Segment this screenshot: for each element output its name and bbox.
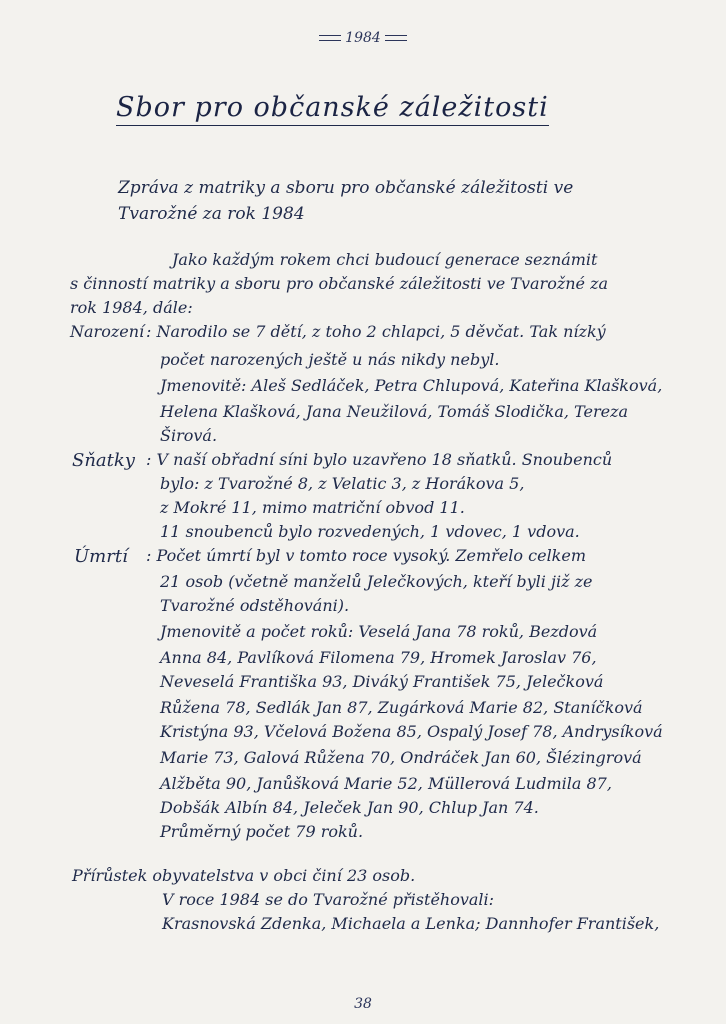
births-label: Narození [70,322,145,341]
deaths-line-1: : Počet úmrtí byl v tomto roce vysoký. Zemřelo celkem [146,546,587,565]
marriages-label: Sňatky [72,450,135,471]
deaths-line-10: Alžběta 90, Janůšková Marie 52, Müllerová Ludmila 87, [160,774,612,793]
births-line-4: Helena Klašková, Jana Neužilová, Tomáš Slodička, Tereza [160,402,629,421]
deaths-line-7: Růžena 78, Sedlák Jan 87, Zugárková Marie 82, Staníčková [160,698,643,717]
report-title-line-2: Tvarožné za rok 1984 [118,204,305,224]
increase-line-2: V roce 1984 se do Tvarožné přistěhovali: [162,890,495,909]
births-line-5: Širová. [160,426,218,445]
intro-line-1: Jako každým rokem chci budoucí generace seznámit [172,250,598,269]
increase-line-3: Krasnovská Zdenka, Michaela a Lenka; Dannhofer František, [162,914,660,933]
deaths-line-6: Neveselá Františka 93, Diváký František 75, Jelečková [160,672,604,691]
increase-line-1: Přírůstek obyvatelstva v obci činí 23 osob. [72,866,416,885]
deaths-line-5: Anna 84, Pavlíková Filomena 79, Hromek Jaroslav 76, [160,648,597,667]
page-title: Sbor pro občanské záležitosti [116,92,549,126]
deaths-line-12: Průměrný počet 79 roků. [160,822,364,841]
births-line-3: Jmenovitě: Aleš Sedláček, Petra Chlupová, Kateřina Klašková, [160,376,663,395]
page-header [0,30,726,46]
deaths-label: Úmrtí [74,546,128,567]
intro-line-3: rok 1984, dále: [70,298,193,317]
deaths-line-3: Tvarožné odstěhováni). [160,596,350,615]
marriages-line-1: : V naší obřadní síni bylo uzavřeno 18 sňatků. Snoubenců [146,450,613,469]
marriages-line-3: z Mokré 11, mimo matriční obvod 11. [160,498,465,517]
marriages-line-2: bylo: z Tvarožné 8, z Velatic 3, z Horákova 5, [160,474,525,493]
marriages-line-4: 11 snoubenců bylo rozvedených, 1 vdovec, 1 vdova. [160,522,580,541]
header-rule-left [319,35,341,41]
page-number: 38 [354,996,372,1012]
report-title-line-1: Zpráva z matriky a sboru pro občanské záležitosti ve [118,178,574,198]
deaths-line-2: 21 osob (včetně manželů Jelečkových, kteří byli již ze [160,572,593,591]
header-rule-right [385,35,407,41]
deaths-line-8: Kristýna 93, Včelová Božena 85, Ospalý Josef 78, Andrysíková [160,722,663,741]
births-line-1: : Narodilo se 7 dětí, z toho 2 chlapci, 5 děvčat. Tak nízký [146,322,606,341]
births-line-2: počet narozených ještě u nás nikdy nebyl. [160,350,500,369]
deaths-line-9: Marie 73, Galová Růžena 70, Ondráček Jan 60, Šlézingrová [160,748,642,767]
deaths-line-4: Jmenovitě a počet roků: Veselá Jana 78 roků, Bezdová [160,622,598,641]
deaths-line-11: Dobšák Albín 84, Jeleček Jan 90, Chlup Jan 74. [160,798,539,817]
intro-line-2: s činností matriky a sboru pro občanské záležitosti ve Tvarožné za [70,274,609,293]
header-year: 1984 [345,30,381,46]
